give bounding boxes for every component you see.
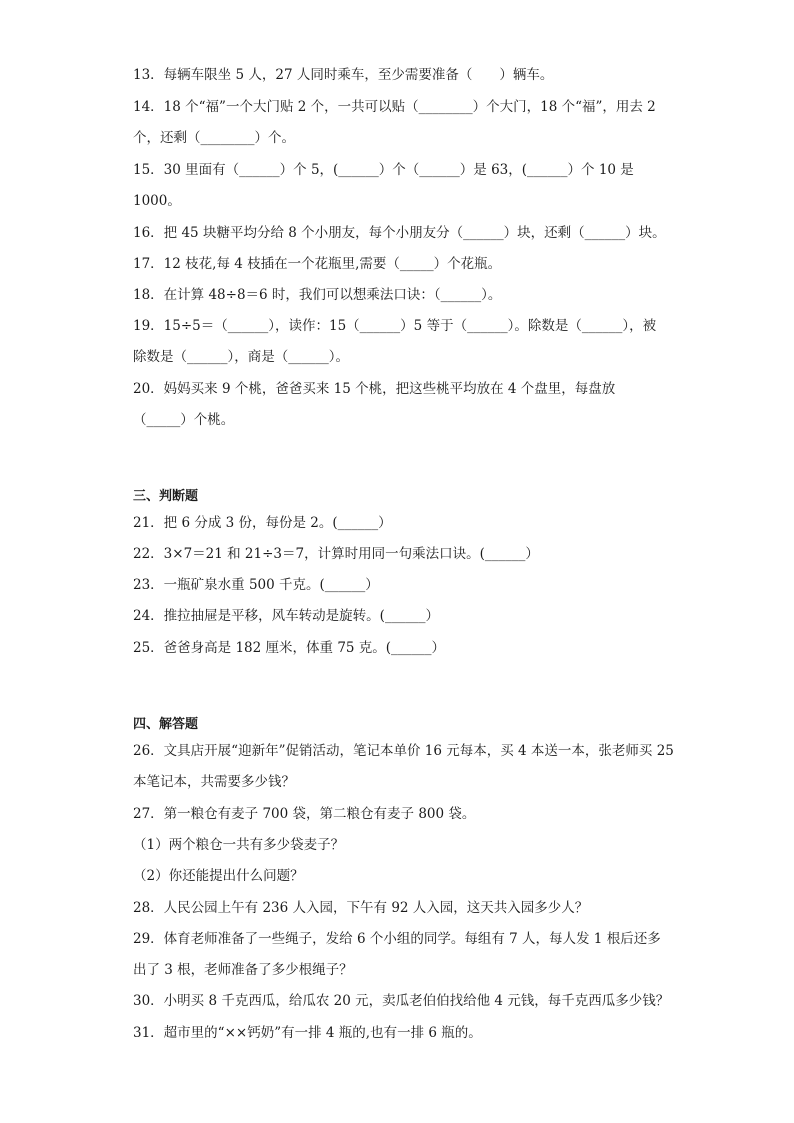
question-27-part-2: （2）你还能提出什么问题？ (133, 868, 304, 884)
question-23: 23．一瓶矿泉水重 500 千克。(______） (133, 577, 379, 593)
question-19-line-1: 19．15÷5＝（______），读作：15（______）5 等于（______）。除数是（______），被 (133, 318, 657, 334)
question-15-line-1: 15．30 里面有（______）个 5，(______）个（______）是 63，(______）个 10 是 (133, 162, 634, 178)
section-title-answer: 四、解答题 (133, 717, 199, 732)
question-29-line-1: 29．体育老师准备了一些绳子，发给 6 个小组的同学。每组有 7 人，每人发 1 根后还多 (133, 931, 661, 947)
question-21: 21．把 6 分成 3 份，每份是 2。(______） (133, 515, 392, 531)
question-14-line-2: 个，还剩（________）个。 (133, 130, 295, 146)
question-14-line-1: 14．18 个“福”一个大门贴 2 个，一共可以贴（________）个大门，18 个“福”，用去 2 (133, 99, 656, 115)
section-title-judge: 三、判断题 (133, 489, 199, 504)
question-20-line-2: （_____）个桃。 (133, 412, 235, 428)
question-28: 28．人民公园上午有 236 人入园，下午有 92 人入园，这天共入园多少人？ (133, 900, 589, 916)
question-20-line-1: 20．妈妈买来 9 个桃，爸爸买来 15 个桃，把这些桃平均放在 4 个盘里，每盘放 (133, 381, 616, 397)
question-26-line-1: 26．文具店开展“迎新年”促销活动，笔记本单价 16 元每本，买 4 本送一本，张老师买 25 (133, 743, 674, 759)
question-30: 30．小明买 8 千克西瓜，给瓜农 20 元，卖瓜老伯伯找给他 4 元钱，每千克西瓜多少钱？ (133, 993, 670, 1009)
question-31: 31．超市里的“××钙奶”有一排 4 瓶的,也有一排 6 瓶的。 (133, 1025, 482, 1041)
question-25: 25．爸爸身高是 182 厘米，体重 75 克。(______） (133, 640, 446, 656)
question-18: 18．在计算 48÷8＝6 时，我们可以想乘法口诀：（______）。 (133, 287, 502, 303)
question-27: 27．第一粮仓有麦子 700 袋，第二粮仓有麦子 800 袋。 (133, 806, 476, 822)
question-22: 22．3×7＝21 和 21÷3＝7，计算时用同一句乘法口诀。(______） (133, 546, 539, 562)
question-16: 16．把 45 块糖平均分给 8 个小朋友，每个小朋友分（______）块，还剩（______）块。 (133, 225, 666, 241)
question-19-line-2: 除数是（______），商是（______）。 (133, 349, 349, 365)
question-17: 17．12 枝花,每 4 枝插在一个花瓶里,需要（_____）个花瓶。 (133, 256, 502, 272)
question-24: 24．推拉抽屉是平移，风车转动是旋转。(______） (133, 608, 439, 624)
question-27-part-1: （1）两个粮仓一共有多少袋麦子？ (133, 837, 345, 853)
question-29-line-2: 出了 3 根，老师准备了多少根绳子？ (133, 962, 353, 978)
question-26-line-2: 本笔记本，共需要多少钱？ (133, 774, 295, 790)
question-15-line-2: 1000。 (133, 193, 181, 209)
question-13: 13．每辆车限坐 5 人，27 人同时乘车，至少需要准备（ ）辆车。 (133, 67, 554, 83)
